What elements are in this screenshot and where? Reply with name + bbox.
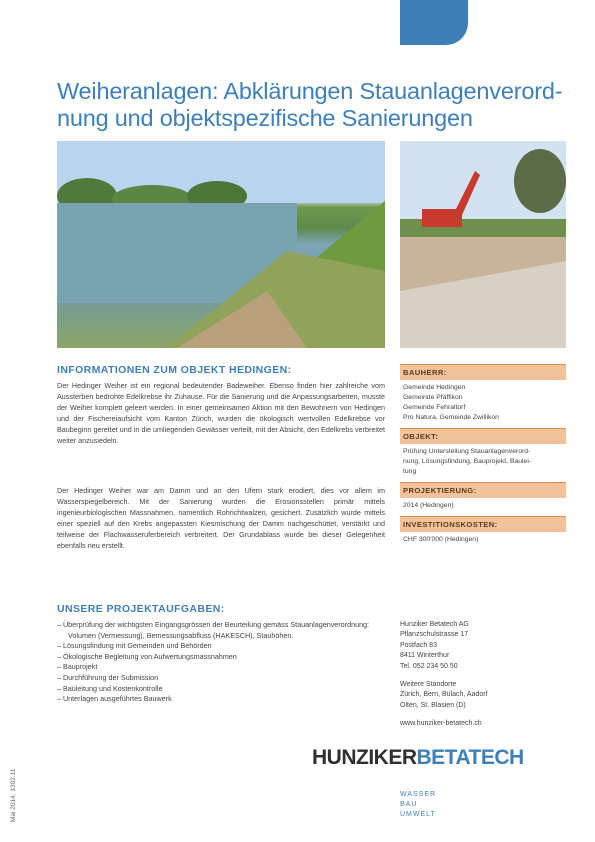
projektierung-line: 2014 (Hedingen): [403, 502, 454, 509]
bauherr-line: Pro Natura, Gemeinde Zwillikon: [403, 414, 499, 421]
kosten-label: INVESTITIONSKOSTEN:: [400, 516, 566, 532]
pond-photo-illustration: [57, 141, 385, 348]
city: 8411 Winterthur: [400, 652, 450, 660]
objekt-label: OBJEKT:: [400, 428, 566, 444]
list-item: – Bauleitung und Kostenkontrolle: [57, 683, 163, 693]
locations-line-1: Zürich, Bern, Bülach, Aadorf: [400, 691, 488, 699]
company-name: Hunziker Betatech AG: [400, 621, 469, 628]
postbox: Postfach 83: [400, 641, 437, 649]
info-paragraph-2: Der Hedinger Weiher war am Damm und an den Ufern stark erodiert, dies vor allem im Wasserspiegelbereich. Mit der Sanierung wurden die Erosionsstellen primär mittels ingenieurbiologischen Massnahmen, namentlich Rohrichtwalzen, gesichert. Zusätzlich wurde mittels einer speziell auf den Krebs angepassten Kiesmischung der Damm nachgeschüttet, verstärkt und teilweise der Flachwasseruferbereich verbreitert. Der Grundablass wurde bei dieser Gelegenheit ebenfalls neu erstellt.: [57, 486, 385, 550]
list-item: – Lösungsfindung mit Gemeinden und Behörden: [57, 641, 212, 651]
objekt-line: nung, Lösungsfindung, Bauprojekt, Baulei-: [403, 458, 532, 465]
footer-code: Mai 2014, 1302.11: [10, 768, 17, 822]
tagline-line: WASSER: [400, 791, 437, 798]
brand-part-2: BETATECH: [416, 746, 524, 769]
pond-photo: [57, 141, 385, 348]
list-item: – Unterlagen ausgeführtes Bauwerk: [57, 694, 172, 704]
objekt-values: [400, 444, 566, 482]
excavator-photo: [400, 141, 566, 348]
bauherr-line: Gemeinde Pfäffikon: [403, 394, 463, 401]
list-item: – Überprüfung der wichtigsten Eingangsgrössen der Beurteilung gemäss Stauanlagenverordnung: Volumen (Vermessung), Bemessungsabfluss (HAKESCH), Stauhöhen.: [57, 620, 370, 640]
website-link[interactable]: www.hunziker-betatech.ch: [400, 720, 482, 728]
info-paragraph-1: Der Hedinger Weiher ist ein regional bedeutender Badeweiher. Ebenso finden hier zahlreiche vom Aussterben bedrohte Edelkrebse ihr Zuhause. Für die Sanierung und die Anpassungsarbeiten, musste der Weiher komplett geleert werden. In einer gemeinsamen Aktion mit den Bewohnern von Hedingen und der Fischereiaufsicht vom Kanton Zürich, wurden die ökologisch wertvollen Edelkrebse vor Baubeginn gerettet und in die umliegenden Gewässer verteilt, mit der Absicht, den Edelkrebs verbreitet weiter anzusiedeln.: [57, 381, 385, 445]
contact-block: [400, 620, 566, 730]
tagline-line: BAU: [400, 801, 418, 808]
tasks-list: [57, 620, 387, 705]
list-item: – Ökologische Begleitung von Aufwertungsmassnahmen: [57, 651, 237, 661]
objekt-line: tung: [403, 468, 417, 475]
projektierung-values: [400, 498, 566, 516]
locations-label: Weitere Standorte: [400, 681, 457, 689]
kosten-line: CHF 300'000 (Hedingen): [403, 536, 479, 543]
tagline-line: UMWELT: [400, 811, 436, 818]
bauherr-line: Gemeinde Hedingen: [403, 384, 466, 391]
page-title: Weiheranlagen: Abklärungen Stauanlagenverord-nung und objektspezifische Sanierungen: [57, 78, 563, 131]
sidebar-facts: [400, 364, 566, 550]
objekt-line: Prüfung Unterstellung Stauanlagenverord-: [403, 448, 531, 455]
brand-tagline: [400, 790, 436, 820]
bauherr-values: [400, 380, 566, 428]
kosten-values: [400, 532, 566, 550]
logo-mark: [400, 0, 468, 45]
excavator-photo-illustration: [400, 141, 566, 348]
street: Pflanzschulstrasse 17: [400, 631, 469, 639]
locations-line-2: Olten, St. Blasien (D): [400, 701, 466, 709]
projektierung-label: PROJEKTIERUNG:: [400, 482, 566, 498]
brand-part-1: HUNZIKER: [312, 746, 417, 769]
tasks-heading: UNSERE PROJEKTAUFGABEN:: [57, 603, 225, 615]
bauherr-line: Gemeinde Fehraltorf: [403, 404, 466, 411]
info-heading: INFORMATIONEN ZUM OBJEKT HEDINGEN:: [57, 364, 292, 376]
phone: Tel. 052 234 50 50: [400, 662, 458, 670]
bauherr-label: BAUHERR:: [400, 364, 566, 380]
list-item: – Durchführung der Submission: [57, 672, 159, 682]
brand-logo: [312, 746, 524, 770]
list-item: – Bauprojekt: [57, 662, 98, 672]
